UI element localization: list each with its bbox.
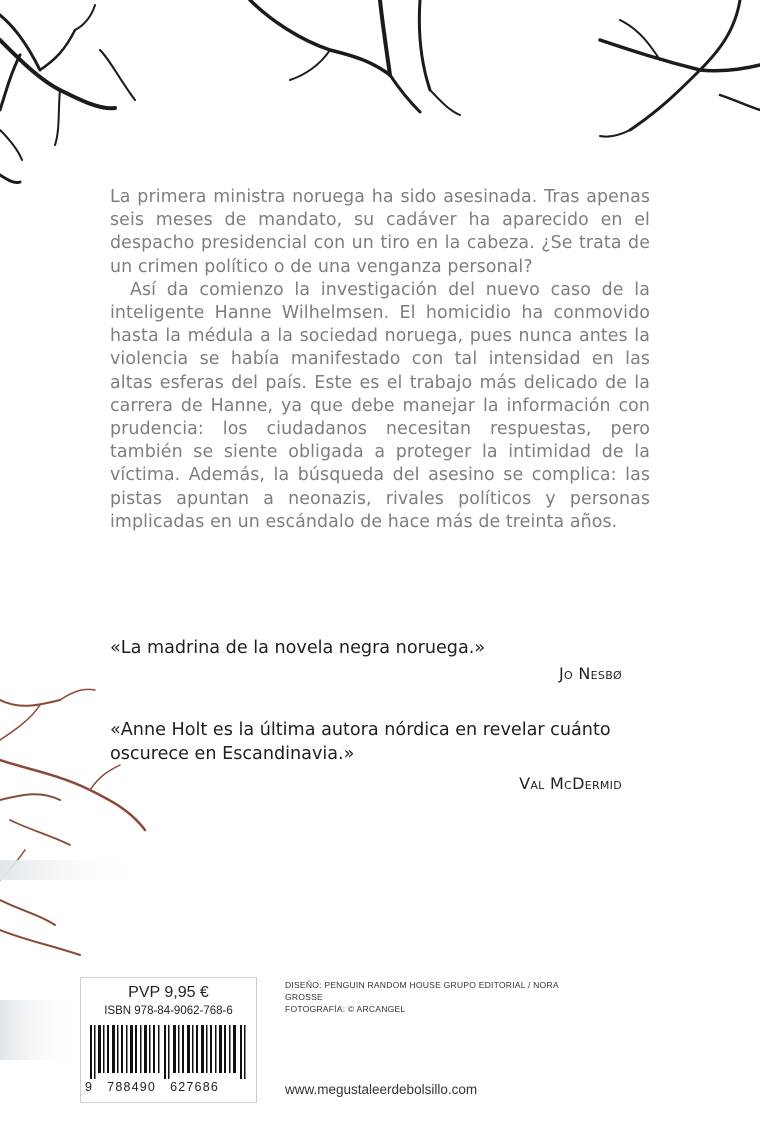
review-author-1: Jo Nesbø: [559, 664, 622, 683]
synopsis-paragraph-2: Así da comienzo la investigación del nuevo caso de la inteligente Hanne Wilhelmsen. El homicidio ha conmovido hasta la médula a la sociedad noruega, pues nunca antes la violencia se había manifestado con tal intensidad en las altas esferas del país. Este es el trabajo más delicado de la carrera de Hanne, ya que debe manejar la información con prudencia: los ciudadanos necesitan respuestas, pero también se siente obligada a proteger la intimidad de la víctima. Además, la búsqueda del asesino se complica: las pistas apuntan a neonazis, rivales políticos y personas implicadas en un escándalo de hace más de treinta años.: [110, 279, 650, 532]
isbn-label: ISBN 978-84-9062-768-6: [104, 1005, 233, 1017]
price-label: PVP 9,95 €: [128, 984, 209, 1001]
barcode-bars: [90, 1025, 247, 1079]
synopsis-paragraph-1: La primera ministra noruega ha sido asesinada. Tras apenas seis meses de mandato, su cadáver ha aparecido en el despacho presidencial con un tiro en la cabeza. ¿Se trata de un crimen político o de una venganza personal?: [110, 187, 650, 277]
barcode-box: [80, 977, 257, 1103]
book-synopsis: [110, 186, 650, 534]
barcode-digits: 9 788490 627686: [85, 1080, 220, 1094]
design-credit: DISEÑO: PENGUIN RANDOM HOUSE GRUPO EDITORIAL / NORA GROSSE: [285, 980, 559, 1002]
review-quote-1: «La madrina de la novela negra noruega.»: [110, 638, 486, 658]
review-author-2: Val McDermid: [519, 774, 622, 793]
photo-credit: FOTOGRAFÍA: © ARCANGEL: [285, 1004, 406, 1014]
review-quote-2: «Anne Holt es la última autora nórdica en revelar cuánto oscurece en Escandinavia.»: [110, 720, 611, 764]
publisher-website: www.megustaleerdebolsillo.com: [285, 1082, 478, 1097]
credits: [285, 979, 585, 1015]
